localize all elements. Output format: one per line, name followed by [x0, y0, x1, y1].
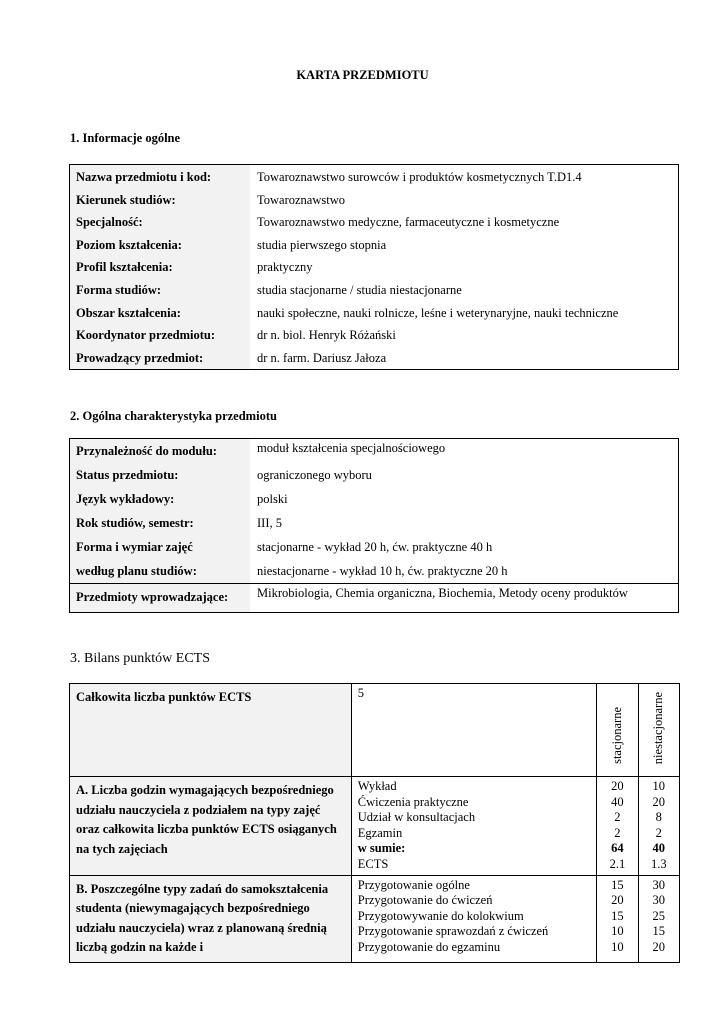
info-row-label: Koordynator przedmiotu:	[70, 324, 251, 347]
char-row-label: Status przedmiotu:	[70, 463, 251, 487]
info-row	[70, 279, 679, 302]
info-row-label: Obszar kształcenia:	[70, 302, 251, 325]
row-a-niestacjonarne	[638, 777, 679, 876]
char-row-value: stacjonarne - wykład 20 h, ćw. praktyczne 40 h	[257, 540, 493, 554]
general-info-table	[69, 164, 679, 370]
info-row	[70, 234, 679, 257]
hours-stacjonarne: 2	[614, 810, 621, 825]
hours-niestacjonarne: 2	[655, 825, 662, 840]
col-stacjonarne-header	[597, 684, 638, 777]
info-row	[70, 302, 679, 325]
section2-heading: 2. Ogólna charakterystyka przedmiotu	[70, 409, 277, 423]
info-row-value: praktyczny	[257, 260, 313, 275]
hours-niestacjonarne: 30	[652, 877, 666, 892]
ects-header-row	[70, 684, 680, 777]
hours-stacjonarne: 20	[611, 893, 624, 908]
info-row-label: Nazwa przedmiotu i kod:	[70, 165, 251, 189]
ects-row-b	[70, 875, 680, 962]
hours-niestacjonarne: 10	[652, 779, 666, 793]
hours-niestacjonarne: 15	[652, 924, 666, 939]
info-row-value: studia pierwszego stopnia	[257, 237, 387, 252]
hours-stacjonarne: 40	[611, 794, 624, 809]
activity-name: Wykład	[357, 779, 397, 793]
info-row	[70, 211, 679, 234]
row-a-stacjonarne	[597, 777, 638, 876]
info-row-label: Forma studiów:	[70, 279, 251, 302]
hours-stacjonarne: 20	[611, 779, 624, 793]
row-a-activities	[351, 777, 596, 876]
char-row-label: według planu studiów:	[70, 559, 251, 584]
hours-niestacjonarne: 30	[652, 893, 666, 908]
hours-niestacjonarne: 20	[652, 939, 666, 954]
info-row-value: dr n. biol. Henryk Różański	[257, 328, 396, 343]
prerequisites-label: Przedmioty wprowadzające:	[70, 584, 251, 613]
char-row-value: polski	[257, 492, 288, 506]
info-row-value: nauki społeczne, nauki rolnicze, leśne i weterynaryjne, nauki techniczne	[257, 305, 619, 320]
info-row	[70, 165, 679, 189]
activity-name: Przygotowywanie do kolokwium	[357, 908, 524, 923]
char-row-label: Język wykładowy:	[70, 487, 251, 511]
char-row	[70, 487, 679, 511]
activity-name: Przygotowanie do egzaminu	[357, 939, 501, 954]
char-row-value: niestacjonarne - wykład 10 h, ćw. praktyczne 20 h	[257, 564, 508, 578]
info-row	[70, 347, 679, 370]
col-niestacjonarne-header	[638, 684, 679, 777]
ects-total-label: Całkowita liczba punktów ECTS	[70, 684, 352, 777]
section3-heading: 3. Bilans punktów ECTS	[70, 651, 211, 666]
row-b-niestacjonarne	[638, 875, 679, 962]
hours-niestacjonarne: 20	[652, 794, 666, 809]
hours-stacjonarne: 15	[611, 877, 624, 892]
course-characteristics-table	[69, 438, 679, 613]
row-a-label: A. Liczba godzin wymagających bezpośredniego udziału nauczyciela z podziałem na typy zajęć oraz całkowita liczba punktów ECTS osiąganych na tych zajęciach	[70, 777, 352, 876]
activity-name: Udział w konsultacjach	[357, 810, 476, 825]
row-b-stacjonarne	[597, 875, 638, 962]
ects-row-a	[70, 777, 680, 876]
hours-stacjonarne: 2.1	[609, 856, 626, 871]
row-b-activities	[351, 875, 596, 962]
col-stacjonarne-label: stacjonarne	[609, 707, 624, 764]
activity-name: Przygotowanie do ćwiczeń	[357, 893, 493, 908]
char-row-label: Przynależność do modułu:	[70, 439, 251, 464]
activity-name: Przygotowanie ogólne	[357, 877, 470, 892]
hours-stacjonarne: 64	[611, 841, 624, 856]
char-row-label: Forma i wymiar zajęć	[70, 535, 251, 559]
char-row	[70, 511, 679, 535]
info-row	[70, 256, 679, 279]
document-title: KARTA PRZEDMIOTU	[296, 68, 429, 82]
info-row-label: Prowadzący przedmiot:	[70, 347, 251, 370]
activity-name: Przygotowanie sprawozdań z ćwiczeń	[357, 924, 549, 939]
info-row-value: dr n. farm. Dariusz Jałoza	[257, 350, 387, 365]
info-row-label: Profil kształcenia:	[70, 256, 251, 279]
char-row-value: III, 5	[257, 516, 282, 530]
char-row-prerequisites	[70, 584, 679, 613]
info-row-value: Towaroznawstwo medyczne, farmaceutyczne i kosmetyczne	[257, 215, 560, 230]
hours-niestacjonarne: 8	[655, 810, 662, 825]
hours-niestacjonarne: 40	[652, 841, 666, 856]
info-row-label: Specjalność:	[70, 211, 251, 234]
info-row-value: Towaroznawstwo	[257, 192, 345, 207]
char-row	[70, 535, 679, 559]
section1-heading: 1. Informacje ogólne	[70, 131, 181, 145]
hours-niestacjonarne: 1.3	[650, 856, 667, 871]
info-row	[70, 189, 679, 212]
activity-name: w sumie:	[357, 841, 406, 856]
char-row-label: Rok studiów, semestr:	[70, 511, 251, 535]
activity-name: Ćwiczenia praktyczne	[357, 794, 469, 809]
info-row-label: Kierunek studiów:	[70, 189, 251, 212]
col-niestacjonarne-label: niestacjonarne	[651, 691, 666, 764]
char-row	[70, 463, 679, 487]
row-b-label: B. Poszczególne typy zadań do samokształcenia studenta (niewymagających bezpośredniego udziału nauczyciela) wraz z planowaną średnią liczbą godzin na każde i	[70, 875, 352, 962]
activity-name: Egzamin	[357, 825, 403, 840]
hours-stacjonarne: 2	[614, 825, 621, 840]
char-row-value: moduł kształcenia specjalnościowego	[257, 441, 446, 455]
activity-name: ECTS	[357, 856, 389, 871]
hours-stacjonarne: 15	[611, 908, 624, 923]
char-row-value: ograniczonego wyboru	[257, 468, 372, 482]
char-row	[70, 439, 679, 464]
ects-total-value: 5	[351, 684, 596, 777]
hours-niestacjonarne: 25	[652, 908, 666, 923]
info-row	[70, 324, 679, 347]
info-row-value: Towaroznawstwo surowców i produktów kosmetycznych T.D1.4	[257, 170, 582, 184]
info-row-label: Poziom kształcenia:	[70, 234, 251, 257]
info-row-value: studia stacjonarne / studia niestacjonarne	[257, 282, 462, 297]
hours-stacjonarne: 10	[611, 924, 624, 939]
char-row	[70, 559, 679, 584]
prerequisites-value: Mikrobiologia, Chemia organiczna, Biochemia, Metody oceny produktów	[250, 584, 679, 613]
ects-balance-table	[69, 683, 680, 963]
hours-stacjonarne: 10	[611, 939, 624, 954]
